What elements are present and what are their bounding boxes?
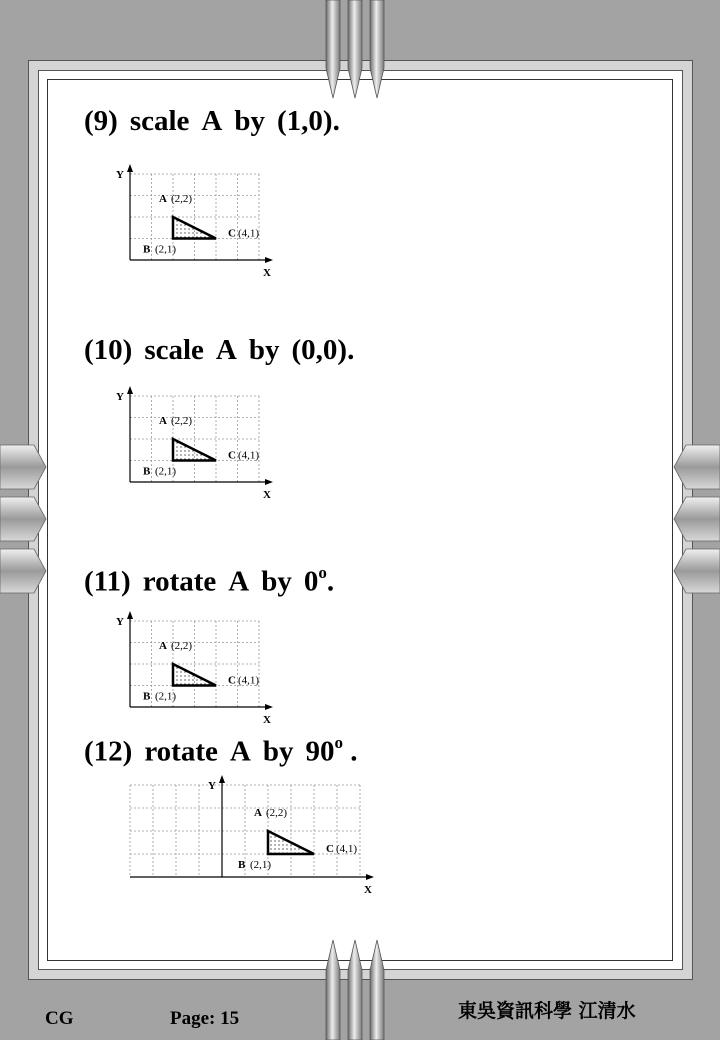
y-axis-label: Y [208, 780, 216, 792]
y-axis-label: Y [116, 616, 124, 628]
figure-scale-1-0 [108, 160, 277, 279]
point-b-label: B [238, 859, 246, 871]
point-c-coord: (4,1) [336, 843, 358, 855]
point-a-label: A [254, 807, 262, 819]
coordinate-grid [108, 160, 277, 279]
point-a-label: A [159, 640, 167, 652]
x-axis-arrow [265, 704, 273, 710]
point-c-label: C [326, 843, 334, 855]
x-axis-label: X [263, 489, 271, 501]
point-b-label: B [143, 243, 151, 256]
course-label: CG [45, 1008, 74, 1029]
figure-rotate-90 [118, 760, 388, 896]
point-b-label: B [143, 465, 151, 478]
figure-rotate-0 [108, 607, 277, 726]
y-axis-label: Y [116, 169, 124, 181]
x-axis-arrow [366, 874, 374, 880]
x-axis-label: X [263, 267, 271, 279]
y-axis-arrow [127, 164, 133, 172]
x-axis-arrow [265, 257, 273, 263]
triangle-abc [173, 664, 216, 686]
point-c-coord: (4,1) [238, 227, 260, 240]
y-axis-arrow [127, 386, 133, 394]
point-a-coord: (2,2) [171, 193, 193, 205]
y-axis-label: Y [116, 391, 124, 403]
coordinate-grid [108, 607, 277, 726]
point-a-coord: (2,2) [266, 807, 288, 819]
point-c-label: C [228, 449, 236, 462]
point-b-coord: (2,1) [155, 690, 177, 703]
point-a-coord: (2,2) [171, 415, 193, 427]
point-a-label: A [159, 193, 167, 205]
point-c-label: C [228, 227, 236, 240]
figure-scale-0-0 [108, 382, 277, 501]
triangle-abc [173, 217, 216, 239]
x-axis-label: X [364, 884, 372, 896]
coordinate-grid [108, 382, 277, 501]
x-axis-label: X [263, 714, 271, 726]
heading-scale-0-0: (10) scale A by (0,0). [84, 334, 355, 366]
point-c-coord: (4,1) [238, 449, 260, 462]
point-b-label: B [143, 690, 151, 703]
point-b-coord: (2,1) [250, 859, 272, 871]
point-c-coord: (4,1) [238, 674, 260, 687]
triangle-abc [173, 439, 216, 461]
point-a-coord: (2,2) [171, 640, 193, 652]
page-number: Page: 15 [170, 1008, 240, 1029]
point-a-label: A [159, 415, 167, 427]
y-axis-arrow [127, 611, 133, 619]
coordinate-grid [118, 760, 388, 896]
heading-scale-1-0: (9) scale A by (1,0). [84, 105, 340, 137]
x-axis-arrow [265, 479, 273, 485]
point-b-coord: (2,1) [155, 465, 177, 478]
author-label: 東吳資訊科學 江清水 [458, 1000, 636, 1022]
point-c-label: C [228, 674, 236, 687]
point-b-coord: (2,1) [155, 243, 177, 256]
y-axis-arrow [219, 775, 225, 783]
heading-rotate-0: (11) rotate A by 0$^o$. [84, 563, 335, 598]
heading-rotate-90: (12) rotate A by 90$^o$ . [84, 733, 358, 768]
